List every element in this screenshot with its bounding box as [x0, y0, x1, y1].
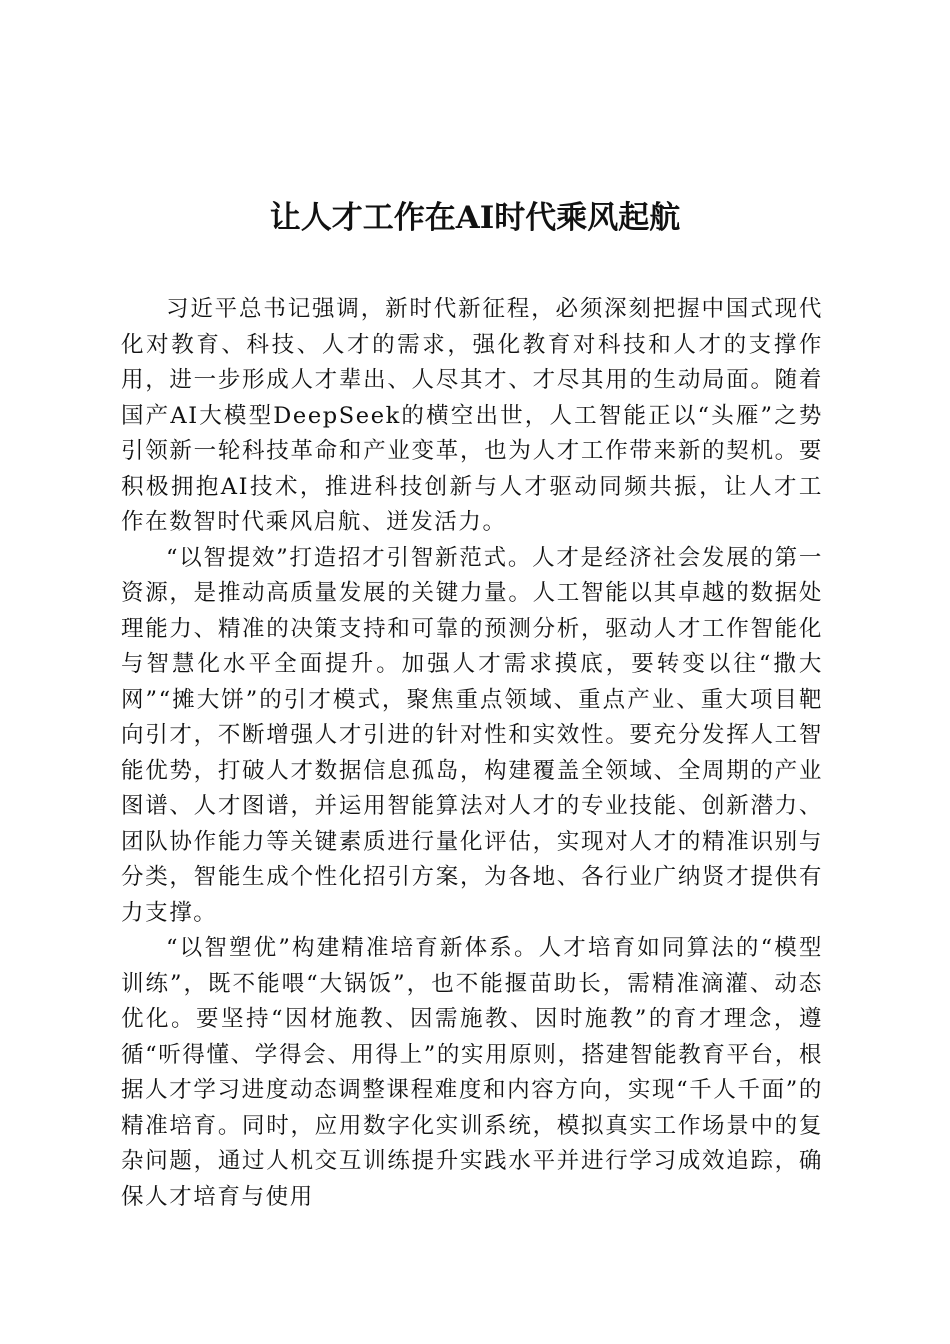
document-title: 让人才工作在AI时代乘风起航 [269, 200, 681, 236]
paragraph: “以智塑优”构建精准培育新体系。人才培育如同算法的“模型训练”，既不能喂“大锅饭”，也不能揠苗助长，需精准滴灌、动态优化。要坚持“因材施教、因需施教、因时施教”的育才理念，遵循“听得懂、学得会、用得上”的实用原则，搭建智能教育平台，根据人才学习进度动态调整课程难度和内容方向，实现“千人千面”的精准培育。同时，应用数字化实训系统，模拟真实工作场景中的复杂问题，通过人机交互训练提升实践水平并进行学习成效追踪，确保人才培育与使用 [121, 935, 823, 1210]
paragraph: “以智提效”打造招才引智新范式。人才是经济社会发展的第一资源，是推动高质量发展的关键力量。人工智能以其卓越的数据处理能力、精准的决策支持和可靠的预测分析，驱动人才工作智能化与智慧化水平全面提升。加强人才需求摸底，要转变以往“撒大网”“摊大饼”的引才模式，聚焦重点领域、重点产业、重大项目靶向引才，不断增强人才引进的针对性和实效性。要充分发挥人工智能优势，打破人才数据信息孤岛，构建覆盖全领域、全周期的产业图谱、人才图谱，并运用智能算法对人才的专业技能、创新潜力、团队协作能力等关键素质进行量化评估，实现对人才的精准识别与分类，智能生成个性化招引方案，为各地、各行业广纳贤才提供有力支撑。 [121, 544, 823, 926]
document-body [121, 292, 823, 1215]
paragraph: 习近平总书记强调，新时代新征程，必须深刻把握中国式现代化对教育、科技、人才的需求，强化教育对科技和人才的支撑作用，进一步形成人才辈出、人尽其才、才尽其用的生动局面。随着国产AI大模型DeepSeek的横空出世，人工智能正以“头雁”之势引领新一轮科技革命和产业变革，也为人才工作带来新的契机。要积极拥抱AI技术，推进科技创新与人才驱动同频共振，让人才工作在数智时代乘风启航、迸发活力。 [121, 296, 823, 535]
